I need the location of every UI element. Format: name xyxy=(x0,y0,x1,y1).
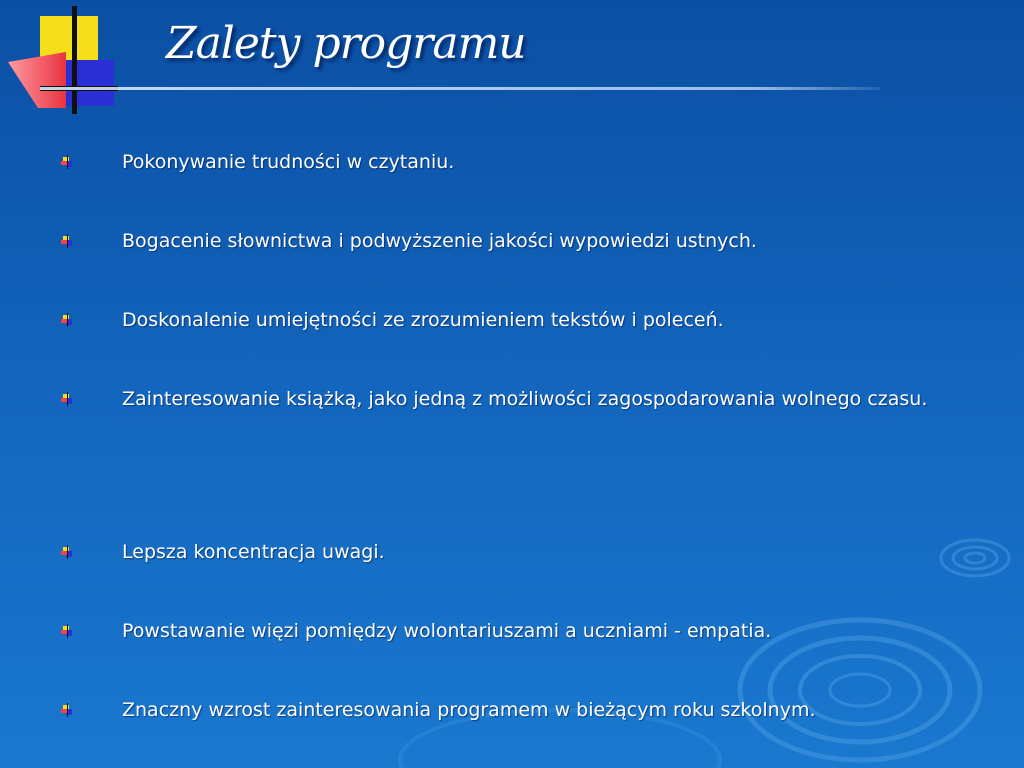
bullet-text: Znaczny wzrost zainteresowania programem w bieżącym roku szkolnym. xyxy=(122,699,816,721)
bullet-text: Zainteresowanie książką, jako jedną z możliwości zagospodarowania wolnego czasu. xyxy=(122,388,928,410)
bullet-icon xyxy=(60,624,74,638)
slide-title: Zalety programu xyxy=(166,18,526,69)
bullet-text: Powstawanie więzi pomiędzy wolontariuszami a uczniami - empatia. xyxy=(122,620,772,642)
bullet-icon xyxy=(60,155,74,169)
bullet-icon xyxy=(60,545,74,559)
bullet-text: Pokonywanie trudności w czytaniu. xyxy=(122,151,455,173)
logo-icon xyxy=(0,0,130,125)
bullet-text: Lepsza koncentracja uwagi. xyxy=(122,541,385,563)
bullet-text: Bogacenie słownictwa i podwyższenie jakości wypowiedzi ustnych. xyxy=(122,230,757,252)
title-underline xyxy=(40,86,880,92)
bullet-icon xyxy=(60,313,74,327)
bullet-icon xyxy=(60,234,74,248)
bullet-icon xyxy=(60,392,74,406)
bullet-text: Doskonalenie umiejętności ze zrozumieniem tekstów i poleceń. xyxy=(122,309,724,331)
bullet-icon xyxy=(60,703,74,717)
